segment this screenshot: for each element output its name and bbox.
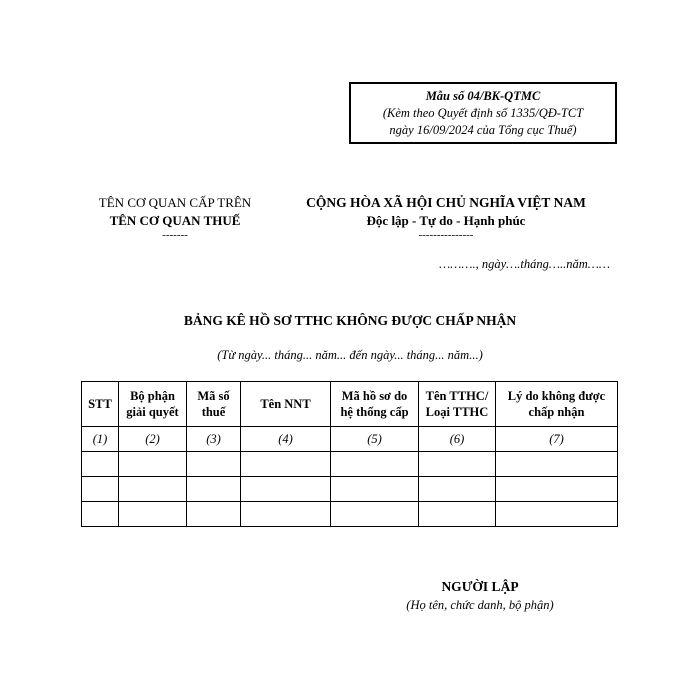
reporting-period: (Từ ngày... tháng... năm... đến ngày... tháng... năm...) <box>217 348 483 362</box>
nation-motto: Độc lập - Tự do - Hạnh phúc <box>366 213 526 228</box>
table-cell <box>331 502 419 527</box>
place-date-line: ………., ngày….tháng…..năm…… <box>439 257 610 271</box>
signer-note: (Họ tên, chức danh, bộ phận) <box>406 598 554 612</box>
header-tax-code: Mã số thuế <box>187 382 241 427</box>
table-cell <box>241 502 331 527</box>
table-cell <box>241 477 331 502</box>
table-cell <box>331 477 419 502</box>
table-header-row <box>82 382 618 427</box>
records-table <box>81 381 618 527</box>
table-cell <box>119 452 187 477</box>
form-reference-box <box>349 82 617 144</box>
table-cell <box>187 502 241 527</box>
national-header <box>288 194 604 240</box>
table-cell <box>119 502 187 527</box>
header-record-code: Mã hồ sơ do hệ thống cấp <box>331 382 419 427</box>
table-cell <box>419 502 496 527</box>
table-cell <box>496 502 618 527</box>
index-cell: (3) <box>187 427 241 452</box>
table-cell <box>82 477 119 502</box>
nation-name: CỘNG HÒA XÃ HỘI CHỦ NGHĨA VIỆT NAM <box>306 195 586 210</box>
form-decision-line: (Kèm theo Quyết định số 1335/QĐ-TCT <box>382 106 584 120</box>
table-cell <box>82 452 119 477</box>
table-cell <box>419 452 496 477</box>
form-code: Mẫu số 04/BK-QTMC <box>425 89 541 103</box>
table-row <box>82 452 618 477</box>
index-cell: (1) <box>82 427 119 452</box>
table-cell <box>496 477 618 502</box>
index-cell: (5) <box>331 427 419 452</box>
table-cell <box>496 452 618 477</box>
index-cell: (2) <box>119 427 187 452</box>
nation-divider: --------------- <box>418 229 474 241</box>
table-cell <box>82 502 119 527</box>
table-cell <box>241 452 331 477</box>
parent-agency-name: TÊN CƠ QUAN CẤP TRÊN <box>98 195 252 210</box>
tax-agency-name: TÊN CƠ QUAN THUẾ <box>109 213 241 228</box>
table-index-row <box>82 427 618 452</box>
header-stt: STT <box>82 382 119 427</box>
table-row <box>82 477 618 502</box>
table-cell <box>187 452 241 477</box>
signer-title: NGƯỜI LẬP <box>441 579 519 594</box>
header-taxpayer-name: Tên NNT <box>241 382 331 427</box>
table-cell <box>119 477 187 502</box>
table-row <box>82 502 618 527</box>
index-cell: (4) <box>241 427 331 452</box>
header-procedure-name: Tên TTHC/ Loại TTHC <box>419 382 496 427</box>
table-cell <box>419 477 496 502</box>
signer-block <box>380 578 580 614</box>
header-department: Bộ phận giải quyết <box>119 382 187 427</box>
table-cell <box>187 477 241 502</box>
document-title: BẢNG KÊ HỒ SƠ TTHC KHÔNG ĐƯỢC CHẤP NHẬN <box>183 313 517 328</box>
form-date-line: ngày 16/09/2024 của Tổng cục Thuế) <box>389 123 577 137</box>
agency-block <box>80 194 270 240</box>
index-cell: (7) <box>496 427 618 452</box>
index-cell: (6) <box>419 427 496 452</box>
agency-divider: ------- <box>162 229 188 241</box>
table-cell <box>331 452 419 477</box>
header-rejection-reason: Lý do không được chấp nhận <box>496 382 618 427</box>
